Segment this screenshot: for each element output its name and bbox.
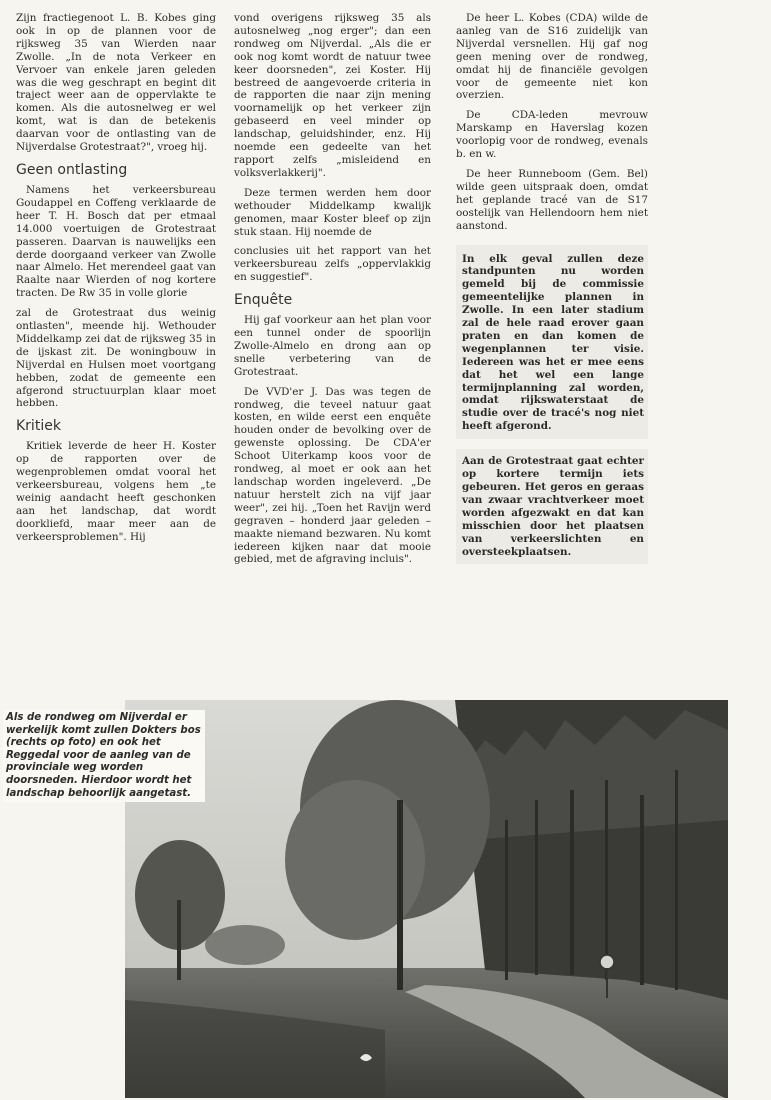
boxed-paragraph: In elk geval zullen deze standpunten nu worden gemeld bij de commissie gemeentelijke plannen in Zwolle. In een later stadium zal de hele raad erover gaan praten en dan komen de wegenplannen ter visie. Iedereen was het er mee eens dat het wel een lange termijnplanning zal worden, omdat rijkswaterstaat de studie over de tracé's nog niet heeft afgerond. (456, 245, 648, 440)
subheading-geen-ontlasting: Geen ontlasting (16, 161, 128, 178)
landscape-photo (125, 700, 728, 1098)
paragraph: vond overigens rijksweg 35 als autosnelweg „nog erger"; dan een rondweg om Nijverdal. „Als die er ook nog komt wordt de natuur twee keer doorsneden", zei Koster. Hij bestreed de aangevoerde criteria in de rapporten die naar zijn mening voornamelijk op het verkeer zijn gebaseerd en veel minder op landschap, geluidshinder, enz. Hij noemde een gedeelte van het rapport zelfs „misleidend en volksverlakkerij". (234, 12, 431, 179)
subheading-enquete: Enquête (234, 292, 293, 309)
paragraph: De heer Runneboom (Gem. Bel) wilde geen uitspraak doen, omdat het geplande tracé van de S17 oostelijk van Hellendoorn hem niet aanstond. (456, 167, 648, 232)
paragraph: De CDA-leden mevrouw Marskamp en Haverslag kozen voorlopig voor de rondweg, evenals b. en w. (456, 109, 648, 161)
paragraph: De heer L. Kobes (CDA) wilde de aanleg van de S16 zuidelijk van Nijverdal versnellen. Hij gaf nog geen mening over de rondweg, omdat hij de financiële gevolgen voor de gemeente niet kon overzien. (456, 12, 648, 102)
tree-trunk-left (177, 900, 181, 980)
paragraph: conclusies uit het rapport van het verkeersbureau zelfs „oppervlakkig en suggestief". (234, 245, 431, 284)
paragraph: zal de Grotestraat dus weinig ontlasten", meende hij. Wethouder Middelkamp zei dat de rijksweg 35 in de ijskast zit. De woningbouw in Nijverdal en Hulsen moet voortgang hebben, zodat de gemeente een afgerond structuurplan klaar moet hebben. (16, 307, 216, 410)
boxed-paragraph: Aan de Grotestraat gaat echter op kortere termijn iets gebeuren. Het geros en geraas van zwaar vrachtverkeer moet worden afgezwakt en dat kan misschien door het plaatsen van verkeerslichten en oversteekplaatsen. (456, 449, 648, 564)
paragraph: De VVD'er J. Das was tegen de rondweg, die teveel natuur gaat kosten, en wilde eerst een enquête houden onder de bevolking over de gewenste oplossing. De CDA'er Schoot Uiterkamp koos voor de rondweg, al moet er ook aan het landschap worden ingeleverd. „De natuur herstelt zich na vijf jaar weer", zei hij. „Toen het Ravijn werd gegraven – honderd jaar geleden – maakte niemand bezwaren. Nu komt iedereen kijken naar dat mooie gebied, met de afgraving incluis". (234, 385, 431, 566)
subheading-kritiek: Kritiek (16, 418, 61, 435)
article-column-3 (456, 12, 648, 564)
photo-illustration (125, 700, 728, 1098)
paragraph: Deze termen werden hem door wethouder Middelkamp kwalijk genomen, maar Koster bleef op zijn stuk staan. Hij noemde de (234, 186, 431, 238)
traffic-sign (600, 955, 614, 969)
sign-pole (606, 968, 608, 998)
distant-trees (205, 925, 285, 965)
photo-caption: Als de rondweg om Nijverdal er werkelijk komt zullen Dokters bos (rechts op foto) en ook het Reggedal voor de aanleg van de provinciale weg worden doorsneden. Hierdoor wordt het landschap behoorlijk aangetast. (3, 710, 205, 802)
paragraph: Kritiek leverde de heer H. Koster op de rapporten over de wegenproblemen omdat vooral het verkeersbureau, volgens hem „te weinig aandacht heeft geschonken aan het landschap, dat wordt doorkliefd, maar meer aan de verkeersproblemen". Hij (16, 440, 216, 543)
tree-trunk (397, 800, 403, 990)
article-column-1 (16, 12, 216, 551)
article-column-2 (234, 12, 431, 573)
paragraph: Hij gaf voorkeur aan het plan voor een tunnel onder de spoorlijn Zwolle-Almelo en drong aan op snelle verbetering van de Grotestraat. (234, 314, 431, 378)
paragraph: Zijn fractiegenoot L. B. Kobes ging ook in op de plannen voor de rijksweg 35 van Wierden naar Zwolle. „In de nota Verkeer en Vervoer van enkele jaren geleden was die weg geschrapt en begint dit traject weer aan de oppervlakte te komen. Als die autosnelweg er wel komt, wat is dan de betekenis daarvan voor de ontlasting van de Nijverdalse Grotestraat?", vroeg hij. (16, 12, 216, 154)
tree-canopy-left (285, 780, 425, 940)
paragraph: Namens het verkeersbureau Goudappel en Coffeng verklaarde de heer T. H. Bosch dat per etmaal 14.000 voertuigen de Grotestraat passeren. Daarvan is nauwelijks een derde doorgaand verkeer van Zwolle naar Almelo. Het merendeel gaat van Raalte naar Wierden of nog kortere tracten. De Rw 35 in volle glorie (16, 183, 216, 300)
